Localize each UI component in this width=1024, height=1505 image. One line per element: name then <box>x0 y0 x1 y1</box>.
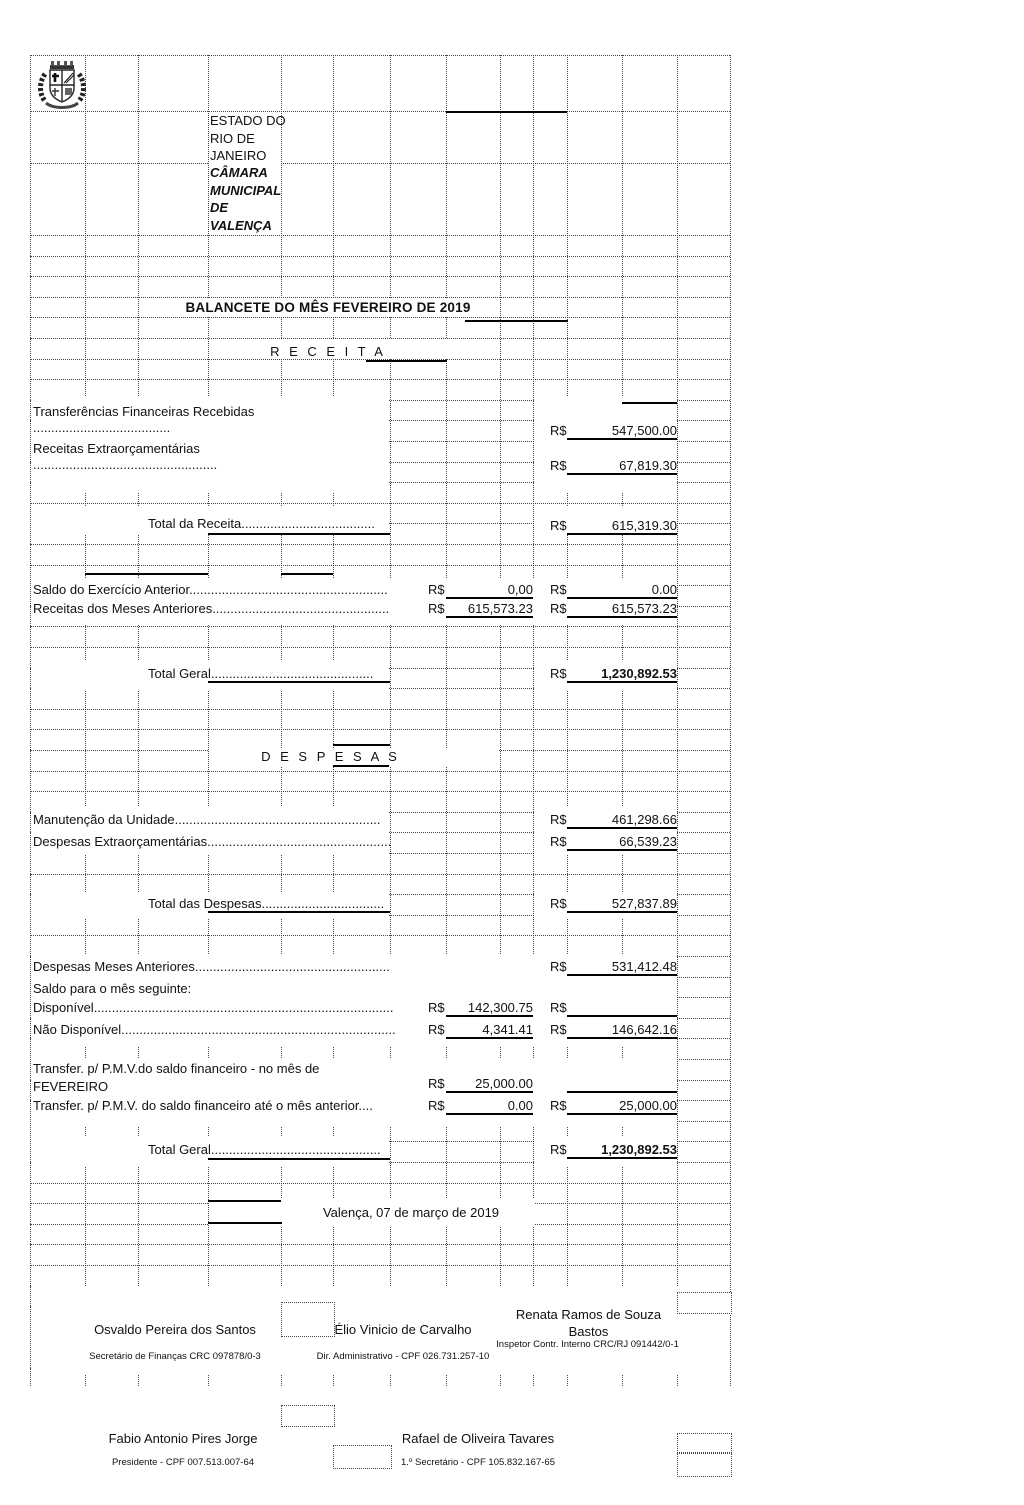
currency-symbol: R$ <box>550 582 567 597</box>
grid-line-horizontal <box>30 503 730 504</box>
signature-name: Fabio Antonio Pires Jorge <box>108 1431 258 1446</box>
transfer-row-label2: FEVEREIRO <box>33 1079 109 1094</box>
signature-role: Dir. Administrativo - CPF 026.731.257-10 <box>316 1351 490 1362</box>
currency-symbol: R$ <box>550 1098 567 1113</box>
money-value-blank <box>567 1076 677 1093</box>
money-value: 461,298.66 <box>567 812 677 829</box>
money-value: 615,573.23 <box>446 601 533 618</box>
money-value: 547,500.00 <box>567 423 677 440</box>
money-value: 615,573.23 <box>567 601 677 618</box>
despesas-total-label: Total das Despesas.................................. <box>148 896 385 911</box>
grid-line-horizontal <box>30 709 730 710</box>
grid-line-horizontal <box>30 235 730 236</box>
currency-symbol: R$ <box>550 1022 567 1037</box>
money-value: 0.00 <box>567 582 677 599</box>
signature-role: 1.º Secretário - CPF 105.832.167-65 <box>401 1457 555 1468</box>
currency-symbol: R$ <box>428 582 445 597</box>
receita-row-label: Receitas dos Meses Anteriores................................................. <box>33 601 390 616</box>
grid-line-vertical <box>677 55 678 1386</box>
currency-symbol: R$ <box>550 834 567 849</box>
signature-role: Presidente - CPF 007.513.007-64 <box>111 1457 255 1468</box>
grid-line-vertical <box>390 55 391 1386</box>
grid-line-horizontal <box>30 729 730 730</box>
money-value: 66,539.23 <box>567 834 677 851</box>
money-value: 615,319.30 <box>567 518 677 535</box>
currency-symbol: R$ <box>550 812 567 827</box>
dotted-cell <box>281 1405 335 1427</box>
saldo-mes-seguinte-label: Saldo para o mês seguinte: <box>33 981 192 996</box>
grid-line-horizontal <box>30 647 730 648</box>
signature-role: Secretário de Finanças CRC 097878/0-3 <box>89 1351 261 1362</box>
grid-line-vertical <box>30 55 31 1386</box>
currency-symbol: R$ <box>550 896 567 911</box>
cell-border-solid <box>446 111 567 113</box>
currency-symbol: R$ <box>428 1076 445 1091</box>
receita-row-label: Receitas Extraorçamentárias <box>33 441 200 456</box>
grid-line-vertical <box>85 55 86 1386</box>
cell-border-solid <box>366 360 447 362</box>
grid-line-horizontal <box>30 626 730 627</box>
cell-border-solid <box>333 744 390 746</box>
money-value: 25,000.00 <box>567 1098 677 1115</box>
money-value: 67,819.30 <box>567 458 677 475</box>
despesas-row-label: Despesas Extraorçamentárias................................................... <box>33 834 392 849</box>
money-value-total: 1,230,892.53 <box>567 1142 677 1159</box>
currency-symbol: R$ <box>550 518 567 533</box>
money-value: 0.00 <box>446 1098 533 1115</box>
transfer-row-label: Transfer. p/ P.M.V. do saldo financeiro até o mês anterior.... <box>33 1098 373 1113</box>
grid-line-vertical <box>138 55 139 1386</box>
money-value: 142,300.75 <box>446 1000 533 1017</box>
grid-line-horizontal <box>30 1244 730 1245</box>
grid-line-vertical <box>500 55 501 1386</box>
despesas-row-label: Manutenção da Unidade......................................................... <box>33 812 381 827</box>
despesas-row-label: Não Disponível............................................................................ <box>33 1022 396 1037</box>
currency-symbol: R$ <box>550 601 567 616</box>
currency-symbol: R$ <box>550 1000 567 1015</box>
dot-leader: ...................................... <box>33 420 171 435</box>
cell-border-solid <box>208 1200 281 1202</box>
cell-border-solid <box>333 765 389 767</box>
grid-line-horizontal <box>30 874 730 875</box>
receita-total-label: Total da Receita..................................... <box>148 516 375 531</box>
receita-heading: R E C E I T A <box>270 344 386 359</box>
dotted-cell <box>677 1453 732 1477</box>
cell-border-solid <box>622 402 677 404</box>
money-value: 527,837.89 <box>567 896 677 913</box>
grid-line-horizontal <box>30 111 730 112</box>
money-value: 531,412.48 <box>567 959 677 976</box>
despesas-row-label: Despesas Meses Anteriores...................................................... <box>33 959 390 974</box>
grid-line-horizontal <box>30 163 730 164</box>
money-value: 146,642.16 <box>567 1022 677 1039</box>
currency-symbol: R$ <box>550 423 567 438</box>
currency-symbol: R$ <box>428 1000 445 1015</box>
cell-border-solid <box>208 1158 390 1160</box>
currency-symbol: R$ <box>550 1142 567 1157</box>
cell-border-solid <box>465 320 568 322</box>
grid-line-horizontal <box>30 935 730 936</box>
currency-symbol: R$ <box>550 458 567 473</box>
cell-border-solid <box>208 533 390 535</box>
grid-line-vertical <box>730 55 731 1386</box>
receita-row-label: Saldo do Exercício Anterior....................................................... <box>33 582 388 597</box>
grid-line-horizontal <box>30 256 730 257</box>
grid-line-horizontal <box>30 1265 730 1266</box>
money-value: 0,00 <box>446 582 533 599</box>
signature-name: Rafael de Oliveira Tavares <box>401 1431 555 1446</box>
grid-line-vertical <box>622 55 623 1386</box>
cell-border-solid <box>208 1222 282 1224</box>
grid-line-vertical <box>533 55 534 1386</box>
dotted-cell <box>677 1433 732 1453</box>
money-value-total: 1,230,892.53 <box>567 666 677 683</box>
transfer-row-label: Transfer. p/ P.M.V.do saldo financeiro - no mês de <box>33 1061 320 1076</box>
money-value: 25,000.00 <box>446 1076 533 1093</box>
currency-symbol: R$ <box>428 601 445 616</box>
dotted-cell <box>677 1292 732 1314</box>
currency-symbol: R$ <box>550 959 567 974</box>
cell-border-solid <box>85 573 208 575</box>
receita-row-label: Transferências Financeiras Recebidas <box>33 404 255 419</box>
grid-line-horizontal <box>30 379 730 380</box>
grid-line-horizontal <box>30 771 730 772</box>
chamber-header: CÂMARA MUNICIPAL DE VALENÇA <box>210 165 282 233</box>
grid-line-vertical <box>446 55 447 1386</box>
grid-line-vertical <box>281 55 282 1386</box>
grid-line-vertical <box>208 55 209 1386</box>
signature-name: Osvaldo Pereira dos Santos <box>94 1322 256 1337</box>
grid-line-vertical <box>567 55 568 1386</box>
currency-symbol: R$ <box>428 1098 445 1113</box>
grid-line-horizontal <box>30 276 730 277</box>
currency-symbol: R$ <box>550 666 567 681</box>
signature-name: Renata Ramos de Souza Bastos <box>515 1307 662 1339</box>
grid-line-horizontal <box>30 544 730 545</box>
date-line: Valença, 07 de março de 2019 <box>322 1205 500 1220</box>
grid-line-horizontal <box>30 565 730 566</box>
grid-line-horizontal <box>30 1183 730 1184</box>
municipal-coat-of-arms-logo <box>33 54 91 114</box>
currency-symbol: R$ <box>428 1022 445 1037</box>
grid-line-horizontal <box>30 317 730 318</box>
document-title: BALANCETE DO MÊS FEVEREIRO DE 2019 <box>185 300 471 315</box>
money-value-blank <box>567 1000 677 1017</box>
despesas-heading: D E S P E S A S <box>261 749 400 764</box>
cell-border-solid <box>281 573 333 575</box>
state-header: ESTADO DO RIO DE JANEIRO <box>210 113 286 163</box>
merged-cell-mask <box>534 397 676 493</box>
signature-role: Inspetor Contr. Interno CRC/RJ 091442/0-1 <box>496 1339 679 1350</box>
grid-line-vertical <box>333 55 334 1386</box>
money-value: 4,341.41 <box>446 1022 533 1039</box>
despesas-row-label: Disponível................................................................................... <box>33 1000 394 1015</box>
receita-grandtotal-label: Total Geral............................................. <box>148 666 374 681</box>
dot-leader: ................................................... <box>33 457 218 472</box>
despesas-grandtotal-label: Total Geral............................................... <box>148 1142 381 1157</box>
grid-line-horizontal <box>30 55 730 56</box>
grid-line-horizontal <box>30 791 730 792</box>
signature-name: Élio Vinicio de Carvalho <box>334 1322 472 1337</box>
